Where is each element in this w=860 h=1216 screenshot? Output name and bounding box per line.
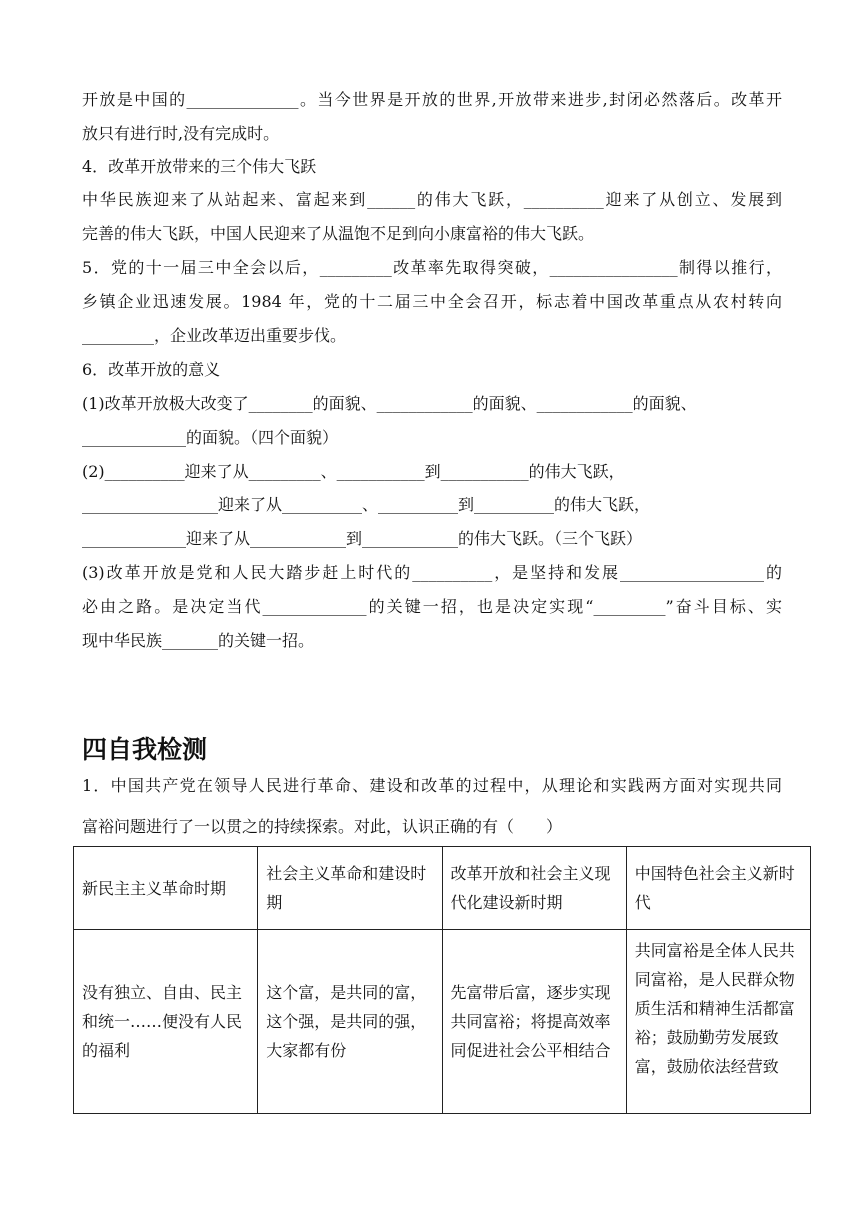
item-6-2-line-2: _________________迎来了从__________、__________到__________的伟大飞跃， xyxy=(82,495,651,514)
table-header-cell: 中国特色社会主义新时代 xyxy=(626,847,810,930)
item-6-3-line-1: (3)改革开放是党和人民大踏步赶上时代的__________，是坚持和发展__________________的 xyxy=(82,563,782,582)
table-header-row xyxy=(74,847,811,930)
table-cell: 共同富裕是全体人民共同富裕，是人民群众物质生活和精神生活都富裕；鼓励勤劳发展致富，鼓励依法经营致 xyxy=(626,930,810,1114)
question-1-line-1: 1．中国共产党在领导人民进行革命、建设和改革的过程中，从理论和实践两方面对实现共同 xyxy=(82,776,782,795)
item-6-3-line-3: 现中华民族_______的关键一招。 xyxy=(82,631,315,650)
item-6-title: 6．改革开放的意义 xyxy=(82,360,221,379)
item-5-line-2: 乡镇企业迅速发展。1984 年，党的十二届三中全会召开，标志着中国改革重点从农村转向 xyxy=(82,292,782,311)
text-line-1: 开放是中国的______________。当今世界是开放的世界,开放带来进步,封闭必然落后。改革开 xyxy=(82,90,782,109)
table-header-cell: 新民主主义革命时期 xyxy=(74,847,258,930)
table-cell: 先富带后富，逐步实现共同富裕；将提高效率同促进社会公平相结合 xyxy=(442,930,626,1114)
table-cell: 这个富，是共同的富，这个强，是共同的强，大家都有份 xyxy=(258,930,442,1114)
item-5-line-1: 5．党的十一届三中全会以后，_________改革率先取得突破，________________制得以推行， xyxy=(82,258,782,277)
table-header-cell: 改革开放和社会主义现代化建设新时期 xyxy=(442,847,626,930)
item-6-3-line-2: 必由之路。是决定当代_____________的关键一招，也是决定实现“_________”奋斗目标、实 xyxy=(82,597,782,616)
section-heading: 四自我检测 xyxy=(82,735,208,764)
item-6-1-line-2: _____________的面貌。（四个面貌） xyxy=(82,428,339,447)
item-6-2-line-3: _____________迎来了从____________到____________的伟大飞跃。（三个飞跃） xyxy=(82,529,643,548)
table-row xyxy=(74,930,811,1114)
item-6-2-line-1: (2)__________迎来了从_________、___________到___________的伟大飞跃， xyxy=(82,462,625,481)
table-header-cell: 社会主义革命和建设时期 xyxy=(258,847,442,930)
text-line-5: 完善的伟大飞跃，中国人民迎来了从温饱不足到向小康富裕的伟大飞跃。 xyxy=(82,224,595,243)
item-6-1-line-1: (1)改革开放极大改变了________的面貌、____________的面貌、____________的面貌、 xyxy=(82,394,697,413)
item-4-title: 4．改革开放带来的三个伟大飞跃 xyxy=(82,157,317,176)
text-line-4: 中华民族迎来了从站起来、富起来到______的伟大飞跃，__________迎来了从创立、发展到 xyxy=(82,190,782,209)
item-5-line-3: _________，企业改革迈出重要步伐。 xyxy=(82,326,347,345)
question-1-line-2: 富裕问题进行了一以贯之的持续探索。对此，认识正确的有（ ） xyxy=(82,817,563,836)
table-cell: 没有独立、自由、民主和统一……便没有人民的福利 xyxy=(74,930,258,1114)
periods-table xyxy=(73,846,811,1114)
text-line-2: 放只有进行时,没有完成时。 xyxy=(82,124,280,143)
